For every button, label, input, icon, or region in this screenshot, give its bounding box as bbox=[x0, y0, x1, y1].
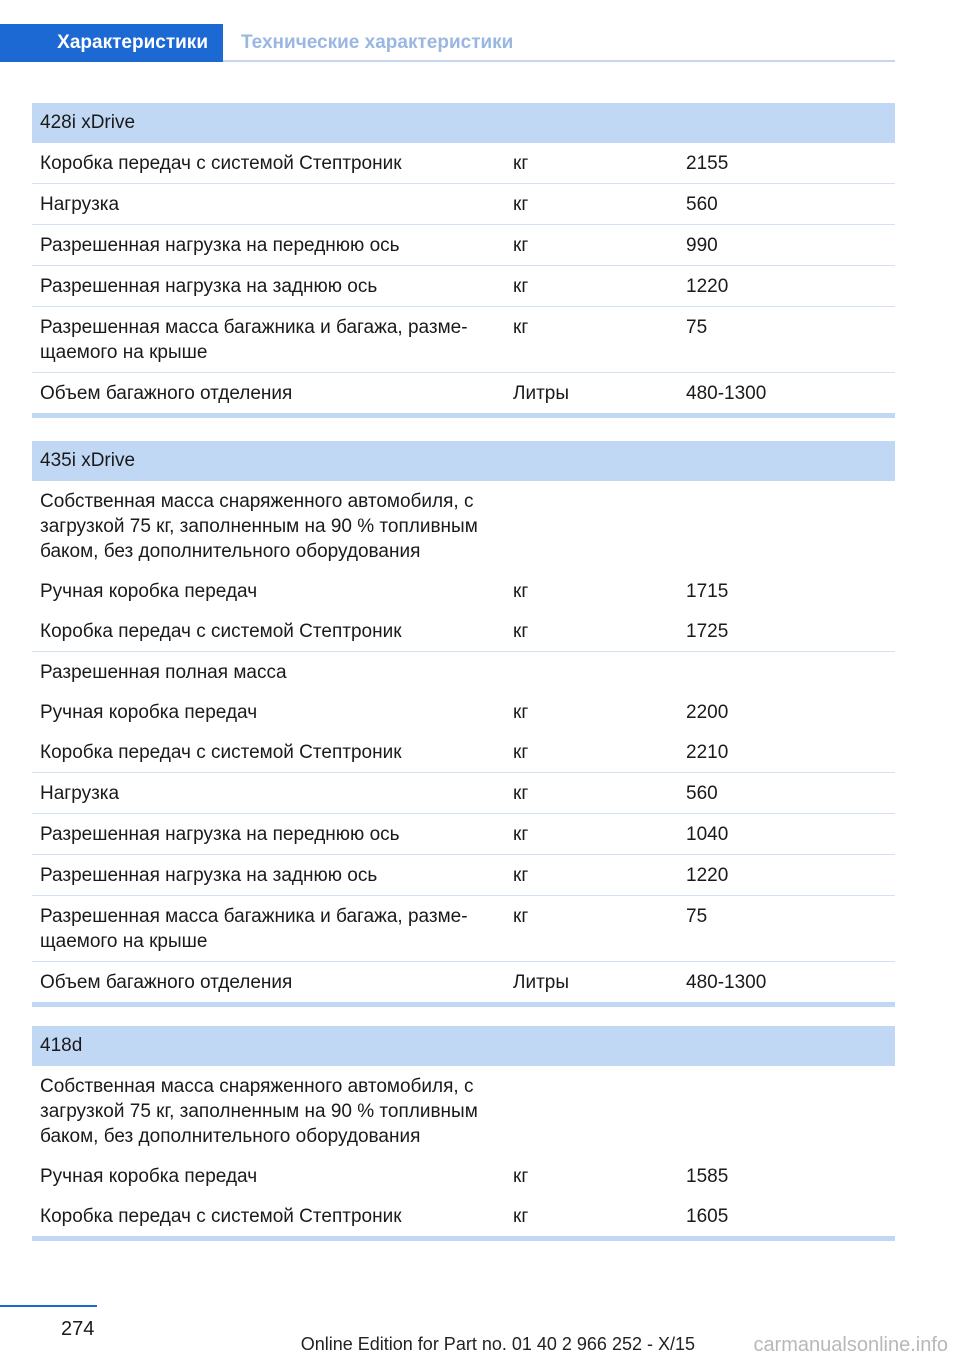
table-row bbox=[32, 307, 895, 373]
table-row bbox=[32, 962, 895, 1002]
unit-cell: кг bbox=[513, 783, 529, 804]
table-row bbox=[32, 652, 895, 692]
table-row bbox=[32, 373, 895, 413]
unit-cell: кг bbox=[513, 235, 529, 256]
table-row bbox=[32, 896, 895, 962]
value-cell bbox=[678, 489, 895, 564]
value-cell: 1715 bbox=[686, 581, 729, 602]
unit-cell: кг bbox=[513, 702, 529, 723]
value-cell: 1220 bbox=[686, 865, 729, 886]
table-row bbox=[32, 855, 895, 896]
page-number: 274 bbox=[61, 1318, 95, 1340]
value-cell: 1585 bbox=[686, 1166, 729, 1187]
unit-cell: кг bbox=[513, 742, 529, 763]
table-title: 428i xDrive bbox=[32, 103, 895, 143]
param-cell: Разрешенная нагрузка на заднюю ось bbox=[40, 865, 378, 886]
page-header bbox=[0, 24, 895, 62]
table-row bbox=[32, 143, 895, 184]
param-cell: Объем багажного отделения bbox=[40, 383, 293, 404]
value-cell: 560 bbox=[686, 783, 718, 804]
value-cell: 75 bbox=[686, 317, 708, 338]
watermark: carmanualsonline.info bbox=[753, 1334, 948, 1356]
param-cell: Собственная масса снаряженного автомобиля, с загрузкой 75 кг, заполненным на 90 % топливным баком, без дополнительного оборудования bbox=[40, 491, 478, 562]
table-title: 435i xDrive bbox=[32, 441, 895, 481]
value-cell: 75 bbox=[686, 906, 708, 927]
table-row bbox=[32, 481, 895, 571]
param-cell: Собственная масса снаряженного автомобиля, с загрузкой 75 кг, заполненным на 90 % топливным баком, без дополнительного оборудования bbox=[40, 1076, 478, 1147]
table-title: 418d bbox=[32, 1026, 895, 1066]
value-cell: 1040 bbox=[686, 824, 729, 845]
footer-accent-line bbox=[0, 1305, 97, 1307]
table-row bbox=[32, 692, 895, 732]
unit-cell: кг bbox=[513, 317, 529, 338]
param-cell: Разрешенная нагрузка на заднюю ось bbox=[40, 276, 378, 297]
tab-characteristics[interactable]: Характеристики bbox=[0, 24, 223, 62]
value-cell bbox=[678, 660, 895, 685]
unit-cell bbox=[505, 489, 678, 564]
unit-cell bbox=[505, 660, 678, 685]
value-cell: 2210 bbox=[686, 742, 729, 763]
unit-cell: кг bbox=[513, 581, 529, 602]
unit-cell: кг bbox=[513, 1206, 529, 1227]
param-cell: Ручная коробка передач bbox=[40, 581, 258, 602]
param-cell: Коробка передач с системой Стептроник bbox=[40, 742, 402, 763]
tab-technical-characteristics[interactable]: Технические характеристики bbox=[241, 32, 514, 53]
unit-cell: кг bbox=[513, 194, 529, 215]
value-cell bbox=[678, 1074, 895, 1149]
unit-cell: кг bbox=[513, 824, 529, 845]
unit-cell: Литры bbox=[513, 972, 570, 993]
unit-cell: кг bbox=[513, 276, 529, 297]
table-row bbox=[32, 773, 895, 814]
value-cell: 990 bbox=[686, 235, 718, 256]
header-divider bbox=[223, 60, 895, 62]
spec-table-418d bbox=[32, 1026, 895, 1241]
value-cell: 1220 bbox=[686, 276, 729, 297]
table-row bbox=[32, 814, 895, 855]
value-cell: 560 bbox=[686, 194, 718, 215]
value-cell: 1725 bbox=[686, 621, 729, 642]
param-cell: Ручная коробка передач bbox=[40, 702, 258, 723]
param-cell: Разрешенная масса багажника и багажа, разме- щаемого на крыше bbox=[40, 906, 468, 952]
spec-table-435i bbox=[32, 441, 895, 1007]
unit-cell: Литры bbox=[513, 383, 570, 404]
param-cell: Нагрузка bbox=[40, 783, 120, 804]
table-row bbox=[32, 1066, 895, 1156]
table-row bbox=[32, 611, 895, 652]
table-row bbox=[32, 571, 895, 611]
param-cell: Разрешенная масса багажника и багажа, разме- щаемого на крыше bbox=[40, 317, 468, 363]
table-row bbox=[32, 732, 895, 773]
table-footer-bar bbox=[32, 1002, 895, 1007]
param-cell: Коробка передач с системой Стептроник bbox=[40, 621, 402, 642]
table-row bbox=[32, 1156, 895, 1196]
table-footer-bar bbox=[32, 1236, 895, 1241]
value-cell: 1605 bbox=[686, 1206, 729, 1227]
unit-cell: кг bbox=[513, 153, 529, 174]
param-cell: Разрешенная нагрузка на переднюю ось bbox=[40, 824, 400, 845]
param-cell: Разрешенная полная масса bbox=[40, 662, 287, 683]
unit-cell: кг bbox=[513, 865, 529, 886]
value-cell: 480-1300 bbox=[686, 383, 767, 404]
unit-cell: кг bbox=[513, 621, 529, 642]
table-row bbox=[32, 266, 895, 307]
unit-cell bbox=[505, 1074, 678, 1149]
value-cell: 2155 bbox=[686, 153, 729, 174]
param-cell: Нагрузка bbox=[40, 194, 120, 215]
unit-cell: кг bbox=[513, 906, 529, 927]
table-footer-bar bbox=[32, 413, 895, 418]
param-cell: Коробка передач с системой Стептроник bbox=[40, 153, 402, 174]
param-cell: Коробка передач с системой Стептроник bbox=[40, 1206, 402, 1227]
table-row bbox=[32, 184, 895, 225]
unit-cell: кг bbox=[513, 1166, 529, 1187]
edition-text: Online Edition for Part no. 01 40 2 966 252 - X/15 bbox=[300, 1334, 695, 1354]
spec-table-428i bbox=[32, 103, 895, 418]
table-row bbox=[32, 1196, 895, 1236]
param-cell: Ручная коробка передач bbox=[40, 1166, 258, 1187]
param-cell: Разрешенная нагрузка на переднюю ось bbox=[40, 235, 400, 256]
value-cell: 480-1300 bbox=[686, 972, 767, 993]
table-row bbox=[32, 225, 895, 266]
value-cell: 2200 bbox=[686, 702, 729, 723]
param-cell: Объем багажного отделения bbox=[40, 972, 293, 993]
